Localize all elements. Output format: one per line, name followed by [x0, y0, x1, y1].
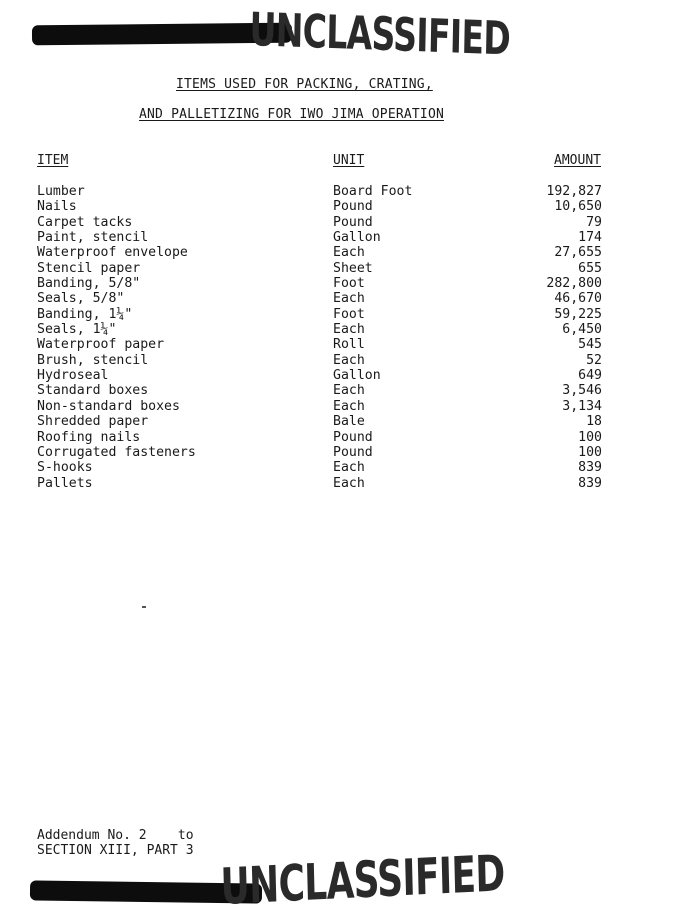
unit-cell: Each	[333, 475, 365, 491]
stray-mark	[142, 606, 146, 608]
table-row	[37, 430, 602, 445]
unit-cell: Each	[333, 291, 365, 307]
amount-cell: 59,225	[554, 306, 602, 322]
table-row	[37, 383, 602, 398]
amount-cell: 27,655	[554, 245, 602, 261]
item-cell: Lumber	[37, 184, 85, 199]
unit-cell: Each	[333, 383, 365, 399]
unit-cell: Each	[333, 322, 365, 338]
unit-cell: Gallon	[333, 230, 381, 246]
classification-stamp-bottom: UNCLASSIFIED	[219, 844, 506, 916]
table-row	[37, 368, 602, 383]
unit-cell: Board Foot	[333, 184, 413, 199]
unit-cell: Bale	[333, 414, 365, 430]
table-row	[37, 353, 602, 368]
item-cell: Hydroseal	[37, 368, 109, 384]
unit-cell: Sheet	[333, 260, 373, 276]
footer-reference	[37, 828, 194, 858]
item-cell: Seals, 5/8"	[37, 291, 125, 307]
unit-cell: Foot	[333, 306, 365, 322]
table-row	[37, 215, 602, 230]
table-row	[37, 307, 602, 322]
item-cell: Seals, 1¼"	[37, 322, 117, 338]
unit-cell: Each	[333, 352, 365, 368]
item-cell: Nails	[37, 199, 77, 215]
item-cell: Pallets	[37, 475, 93, 491]
item-cell: Carpet tacks	[37, 214, 133, 230]
unit-cell: Gallon	[333, 368, 381, 384]
table-row	[37, 445, 602, 460]
amount-cell: 100	[578, 444, 602, 460]
item-cell: Paint, stencil	[37, 230, 149, 246]
unit-cell: Each	[333, 460, 365, 476]
column-header-unit: UNIT	[333, 153, 365, 168]
footer-line-2: SECTION XIII, PART 3	[37, 843, 194, 858]
unit-cell: Pound	[333, 199, 373, 215]
table-row	[37, 245, 602, 260]
amount-cell: 46,670	[554, 291, 602, 307]
table-row	[37, 184, 602, 199]
table-row	[37, 276, 602, 291]
footer-line-1: Addendum No. 2 to	[37, 828, 194, 843]
table-row	[37, 414, 602, 429]
amount-cell: 282,800	[546, 276, 602, 292]
item-cell: Banding, 5/8"	[37, 276, 141, 292]
item-cell: Non-standard boxes	[37, 398, 180, 414]
table-row	[37, 476, 602, 491]
amount-cell: 545	[578, 337, 602, 353]
unit-cell: Pound	[333, 444, 373, 460]
table-row	[37, 337, 602, 352]
amount-cell: 10,650	[554, 199, 602, 215]
item-cell: Standard boxes	[37, 383, 149, 399]
document-title-line-1: ITEMS USED FOR PACKING, CRATING,	[176, 77, 433, 92]
column-header-amount: AMOUNT	[554, 153, 601, 168]
unit-cell: Foot	[333, 276, 365, 292]
table-row	[37, 261, 602, 276]
document-title-line-2: AND PALLETIZING FOR IWO JIMA OPERATION	[139, 107, 445, 122]
amount-cell: 79	[586, 214, 602, 230]
table-row	[37, 230, 602, 245]
item-cell: Roofing nails	[37, 429, 141, 445]
classification-stamp-top: UNCLASSIFIED	[249, 2, 511, 66]
unit-cell: Pound	[333, 214, 373, 230]
item-cell: Waterproof envelope	[37, 245, 188, 261]
unit-cell: Roll	[333, 337, 365, 353]
items-table	[37, 184, 602, 491]
amount-cell: 100	[578, 429, 602, 445]
amount-cell: 3,546	[562, 383, 602, 399]
item-cell: Stencil paper	[37, 260, 141, 276]
amount-cell: 3,134	[562, 398, 602, 414]
amount-cell: 6,450	[562, 322, 602, 338]
amount-cell: 655	[578, 260, 602, 276]
amount-cell: 52	[586, 352, 602, 368]
unit-cell: Each	[333, 398, 365, 414]
table-row	[37, 291, 602, 306]
amount-cell: 649	[578, 368, 602, 384]
table-row	[37, 460, 602, 475]
amount-cell: 18	[586, 414, 602, 430]
table-row	[37, 322, 602, 337]
item-cell: Waterproof paper	[37, 337, 165, 353]
item-cell: Corrugated fasteners	[37, 444, 196, 460]
amount-cell: 192,827	[546, 184, 602, 199]
column-header-item: ITEM	[37, 153, 69, 168]
item-cell: S-hooks	[37, 460, 93, 476]
table-row	[37, 199, 602, 214]
amount-cell: 839	[578, 475, 602, 491]
table-row	[37, 399, 602, 414]
item-cell: Shredded paper	[37, 414, 149, 430]
unit-cell: Each	[333, 245, 365, 261]
amount-cell: 839	[578, 460, 602, 476]
item-cell: Banding, 1¼"	[37, 306, 133, 322]
unit-cell: Pound	[333, 429, 373, 445]
item-cell: Brush, stencil	[37, 352, 149, 368]
amount-cell: 174	[578, 230, 602, 246]
